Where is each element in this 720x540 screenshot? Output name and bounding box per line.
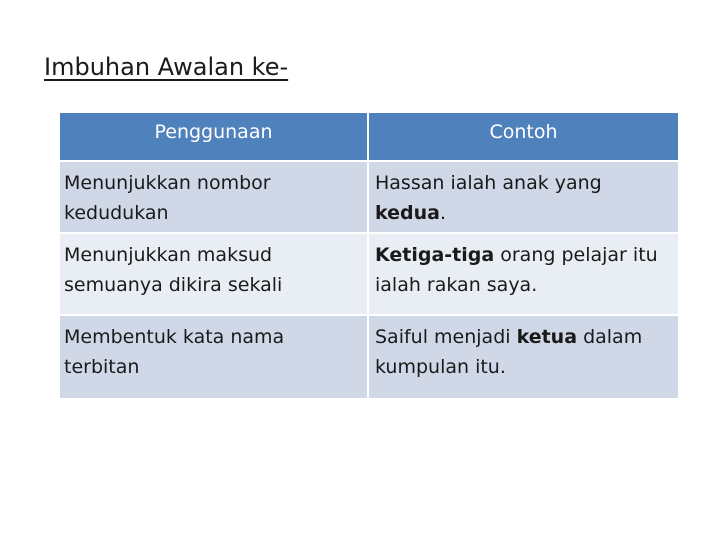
example-text-before: Saiful menjadi — [375, 326, 517, 348]
example-cell — [368, 233, 678, 315]
example-text-after: . — [439, 202, 447, 224]
table-row — [60, 161, 678, 233]
usage-cell — [60, 233, 368, 315]
example-text-before: Hassan ialah anak yang — [375, 172, 602, 194]
usage-table — [60, 113, 678, 400]
slide-title: Imbuhan Awalan ke- — [44, 53, 289, 81]
usage-text: Membentuk kata nama terbitan — [64, 326, 285, 378]
example-text-after: dalam kumpulan itu. — [375, 326, 643, 378]
usage-text: Menunjukkan nombor kedudukan — [64, 172, 271, 224]
example-text-after: orang pelajar itu ialah rakan saya. — [375, 244, 658, 296]
example-affix-word: Ketiga-tiga — [375, 244, 495, 266]
example-affix-word: ketua — [516, 326, 578, 348]
header-usage: Penggunaan — [60, 113, 368, 161]
header-example: Contoh — [368, 113, 678, 161]
table-row — [60, 233, 678, 315]
example-cell — [368, 161, 678, 233]
table-row — [60, 315, 678, 399]
usage-cell — [60, 161, 368, 233]
example-cell — [368, 315, 678, 399]
usage-text: Menunjukkan maksud semuanya dikira sekali — [64, 244, 283, 296]
example-affix-word: kedua — [375, 202, 440, 224]
table-header-row — [60, 113, 678, 161]
usage-cell — [60, 315, 368, 399]
